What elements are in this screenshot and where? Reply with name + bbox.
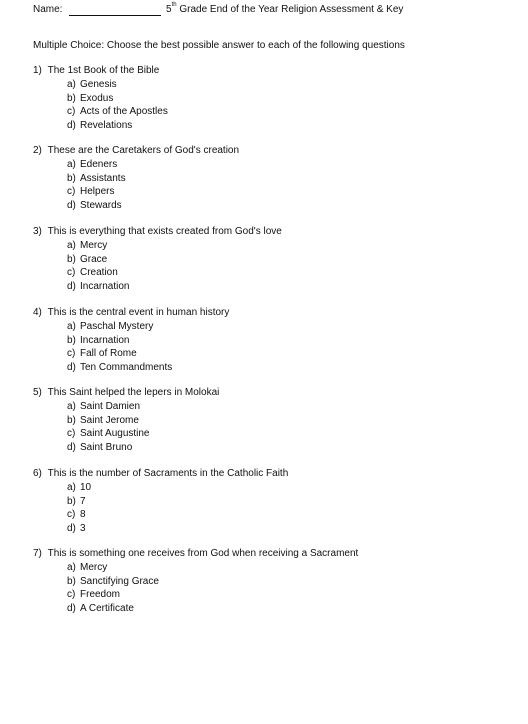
option-letter: c) [67,589,76,600]
option-letter: a) [67,79,76,90]
question-prompt: This is everything that exists created from God's love [47,226,282,237]
answer-option-b [67,575,503,589]
option-text: Stewards [80,199,122,211]
option-letter: b) [67,334,76,346]
option-text: Exodus [80,92,114,104]
question-3 [33,225,503,293]
option-letter: d) [67,522,76,534]
answer-options [33,320,503,374]
option-text: 10 [80,482,92,493]
option-letter: b) [67,495,76,507]
title-rest: Grade End of the Year Religion Assessment & Key [176,4,404,15]
option-text: 3 [80,522,86,534]
option-letter: c) [67,509,76,520]
option-letter: a) [67,562,76,573]
answer-options [33,561,503,615]
option-text: Ten Commandments [80,361,173,373]
question-6 [33,467,503,535]
answer-option-c [67,266,503,280]
answer-option-a [67,158,503,172]
answer-options [33,158,503,212]
answer-option-d [67,280,503,294]
question-prompt: This is something one receives from God when receiving a Sacrament [47,548,359,559]
option-text: 7 [80,495,86,507]
option-letter: b) [67,172,76,184]
option-text: Grace [80,253,108,265]
option-text: Assistants [80,172,126,184]
answer-option-d [67,119,503,133]
option-letter: b) [67,92,76,104]
answer-option-d [67,522,503,536]
question-text [33,306,503,319]
option-letter: a) [67,321,76,332]
question-prompt: This Saint helped the lepers in Molokai [47,387,220,398]
option-text: Saint Bruno [80,441,133,453]
question-number: 1) [33,65,42,76]
answer-option-a [67,320,503,334]
question-5 [33,386,503,454]
question-text [33,144,503,157]
answer-option-b [67,414,503,428]
option-text: Saint Damien [80,401,141,412]
question-prompt: This is the number of Sacraments in the Catholic Faith [47,468,289,479]
option-text: Paschal Mystery [80,321,154,332]
instructions: Multiple Choice: Choose the best possible answer to each of the following questions [33,40,405,51]
answer-option-b [67,172,503,186]
option-text: 8 [80,509,86,520]
option-text: Sanctifying Grace [80,575,159,587]
question-number: 7) [33,548,42,559]
answer-option-b [67,334,503,348]
answer-option-c [67,185,503,199]
option-text: Fall of Rome [80,348,137,359]
answer-options [33,239,503,293]
option-letter: c) [67,348,76,359]
answer-option-b [67,495,503,509]
name-blank-line [69,15,161,16]
question-7 [33,547,503,615]
option-letter: a) [67,482,76,493]
option-letter: a) [67,159,76,170]
option-text: Saint Jerome [80,414,139,426]
answer-option-b [67,92,503,106]
answer-option-a [67,481,503,495]
question-text [33,64,503,77]
title-grade: 5 [166,4,172,15]
answer-option-b [67,253,503,267]
option-letter: d) [67,602,76,614]
question-1 [33,64,503,132]
question-prompt: The 1st Book of the Bible [47,65,160,76]
question-2 [33,144,503,212]
option-letter: a) [67,401,76,412]
option-text: Helpers [80,186,115,197]
option-text: Mercy [80,562,108,573]
question-number: 5) [33,387,42,398]
answer-option-c [67,508,503,522]
question-number: 2) [33,145,42,156]
answer-option-d [67,199,503,213]
option-letter: d) [67,361,76,373]
answer-options [33,78,503,132]
question-text [33,467,503,480]
option-letter: c) [67,267,76,278]
option-letter: d) [67,441,76,453]
answer-option-a [67,400,503,414]
question-prompt: This is the central event in human history [47,307,230,318]
option-letter: d) [67,119,76,131]
option-text: Genesis [80,79,117,90]
option-text: Incarnation [80,280,130,292]
answer-options [33,400,503,454]
option-text: Revelations [80,119,133,131]
option-text: Mercy [80,240,108,251]
answer-option-d [67,361,503,375]
document-title [166,4,403,15]
answer-options [33,481,503,535]
option-letter: d) [67,280,76,292]
question-4 [33,306,503,374]
answer-option-c [67,588,503,602]
option-letter: d) [67,199,76,211]
document-header [33,4,508,18]
option-letter: a) [67,240,76,251]
answer-option-a [67,561,503,575]
option-letter: b) [67,253,76,265]
option-letter: b) [67,414,76,426]
answer-option-d [67,602,503,616]
option-letter: c) [67,106,76,117]
option-text: A Certificate [80,602,134,614]
question-prompt: These are the Caretakers of God's creation [47,145,240,156]
title-superscript: th [171,2,177,8]
question-text [33,225,503,238]
question-number: 4) [33,307,42,318]
answer-option-a [67,239,503,253]
answer-option-c [67,105,503,119]
option-text: Acts of the Apostles [80,106,168,117]
answer-option-c [67,427,503,441]
option-letter: c) [67,186,76,197]
option-text: Creation [80,267,118,278]
option-text: Freedom [80,589,121,600]
option-text: Incarnation [80,334,130,346]
option-text: Edeners [80,159,118,170]
question-text [33,386,503,399]
name-label: Name: [33,4,63,15]
answer-option-c [67,347,503,361]
option-text: Saint Augustine [80,428,150,439]
question-text [33,547,503,560]
question-number: 6) [33,468,42,479]
question-number: 3) [33,226,42,237]
answer-option-d [67,441,503,455]
option-letter: b) [67,575,76,587]
answer-option-a [67,78,503,92]
option-letter: c) [67,428,76,439]
